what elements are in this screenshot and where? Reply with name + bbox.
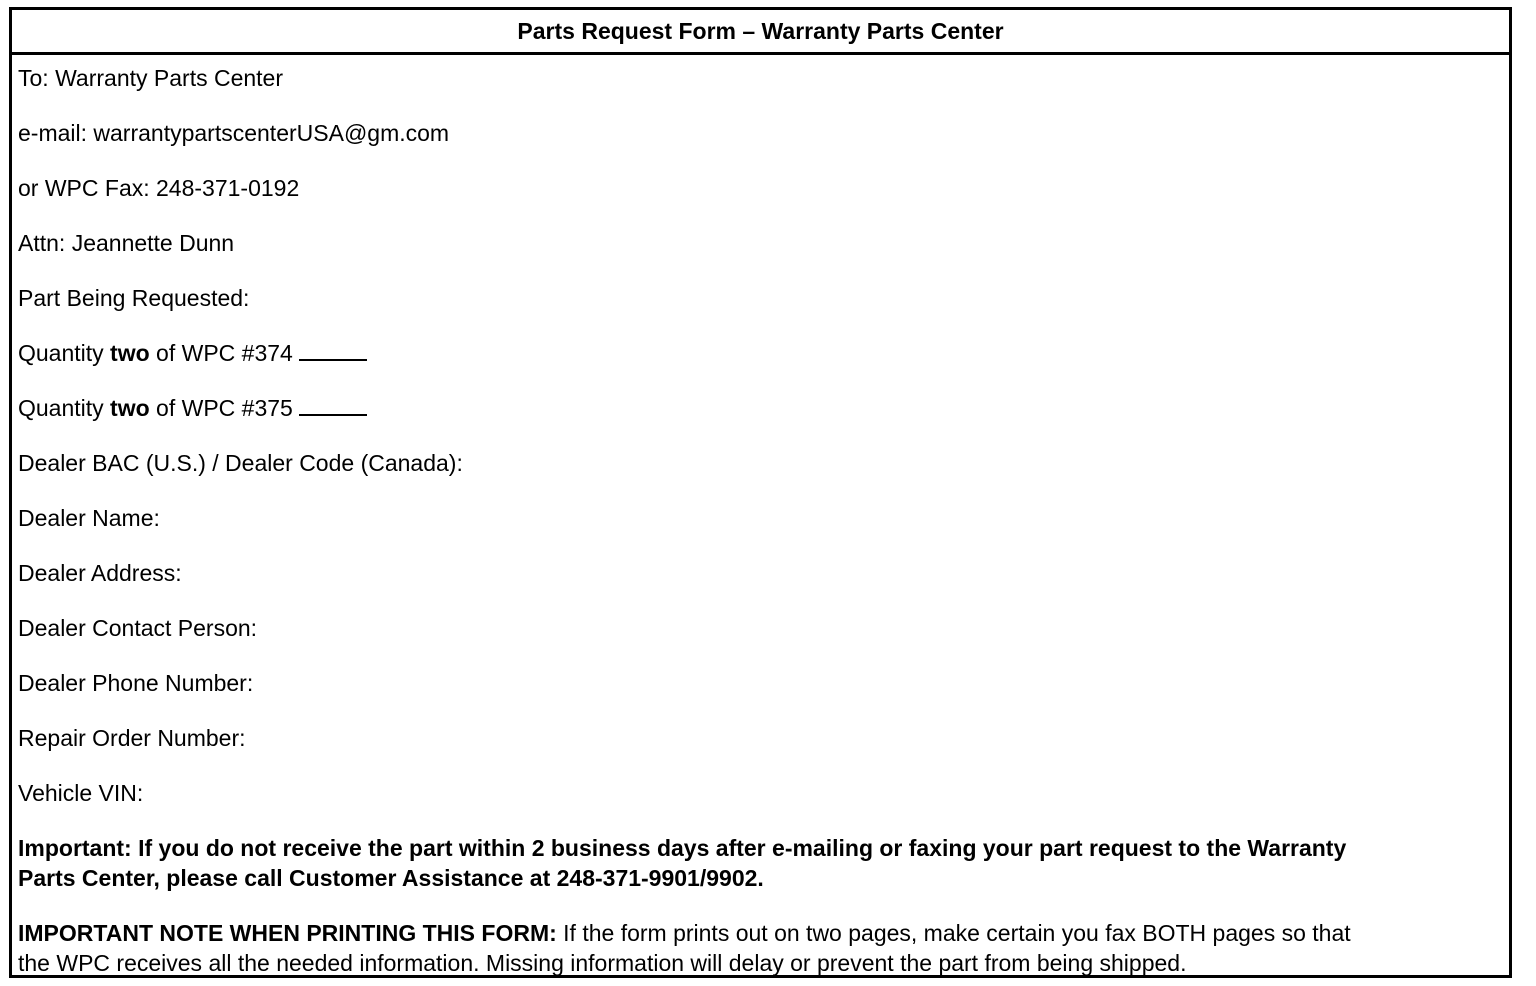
dealer-phone-label: Dealer Phone Number: xyxy=(18,670,254,696)
printing-note-line-2: the WPC receives all the needed information. Missing information will delay or prevent the part from being shipped. xyxy=(18,950,1187,976)
dealer-name-label: Dealer Name: xyxy=(18,505,160,531)
important-line-2: Parts Center, please call Customer Assistance at 248-371-9901/9902. xyxy=(18,865,764,891)
email-line: e-mail: warrantypartscenterUSA@gm.com xyxy=(18,120,450,146)
wpc-part-number: of WPC #374 xyxy=(149,340,293,366)
important-line-1: Important: If you do not receive the part within 2 business days after e-mailing or faxing your part request to the Warranty xyxy=(18,835,1347,861)
quantity-line-375 xyxy=(18,393,1499,423)
parts-request-form xyxy=(9,7,1512,978)
printing-note-heading: IMPORTANT NOTE WHEN PRINTING THIS FORM: xyxy=(18,920,557,946)
important-notice xyxy=(18,833,1499,893)
attn-line: Attn: Jeannette Dunn xyxy=(18,230,235,256)
printing-note xyxy=(18,918,1499,978)
quantity-value: two xyxy=(110,395,150,421)
repair-order-label: Repair Order Number: xyxy=(18,725,246,751)
part-requested-label: Part Being Requested: xyxy=(18,285,250,311)
quantity-line-374 xyxy=(18,338,1499,368)
quantity-prefix: Quantity xyxy=(18,340,111,366)
quantity-prefix: Quantity xyxy=(18,395,111,421)
to-line: To: Warranty Parts Center xyxy=(18,65,284,91)
checkbox-blank-375[interactable] xyxy=(299,395,367,416)
dealer-address-label: Dealer Address: xyxy=(18,560,182,586)
vehicle-vin-label: Vehicle VIN: xyxy=(18,780,144,806)
dealer-contact-label: Dealer Contact Person: xyxy=(18,615,258,641)
wpc-part-number: of WPC #375 xyxy=(149,395,293,421)
dealer-bac-label: Dealer BAC (U.S.) / Dealer Code (Canada): xyxy=(18,450,463,476)
printing-note-text: If the form prints out on two pages, make certain you fax BOTH pages so that xyxy=(556,920,1351,946)
printing-note-line-1 xyxy=(18,918,1499,948)
checkbox-blank-374[interactable] xyxy=(299,340,367,361)
form-body xyxy=(12,63,1509,978)
fax-line: or WPC Fax: 248-371-0192 xyxy=(18,175,300,201)
form-title: Parts Request Form – Warranty Parts Center xyxy=(12,10,1509,55)
quantity-value: two xyxy=(110,340,150,366)
